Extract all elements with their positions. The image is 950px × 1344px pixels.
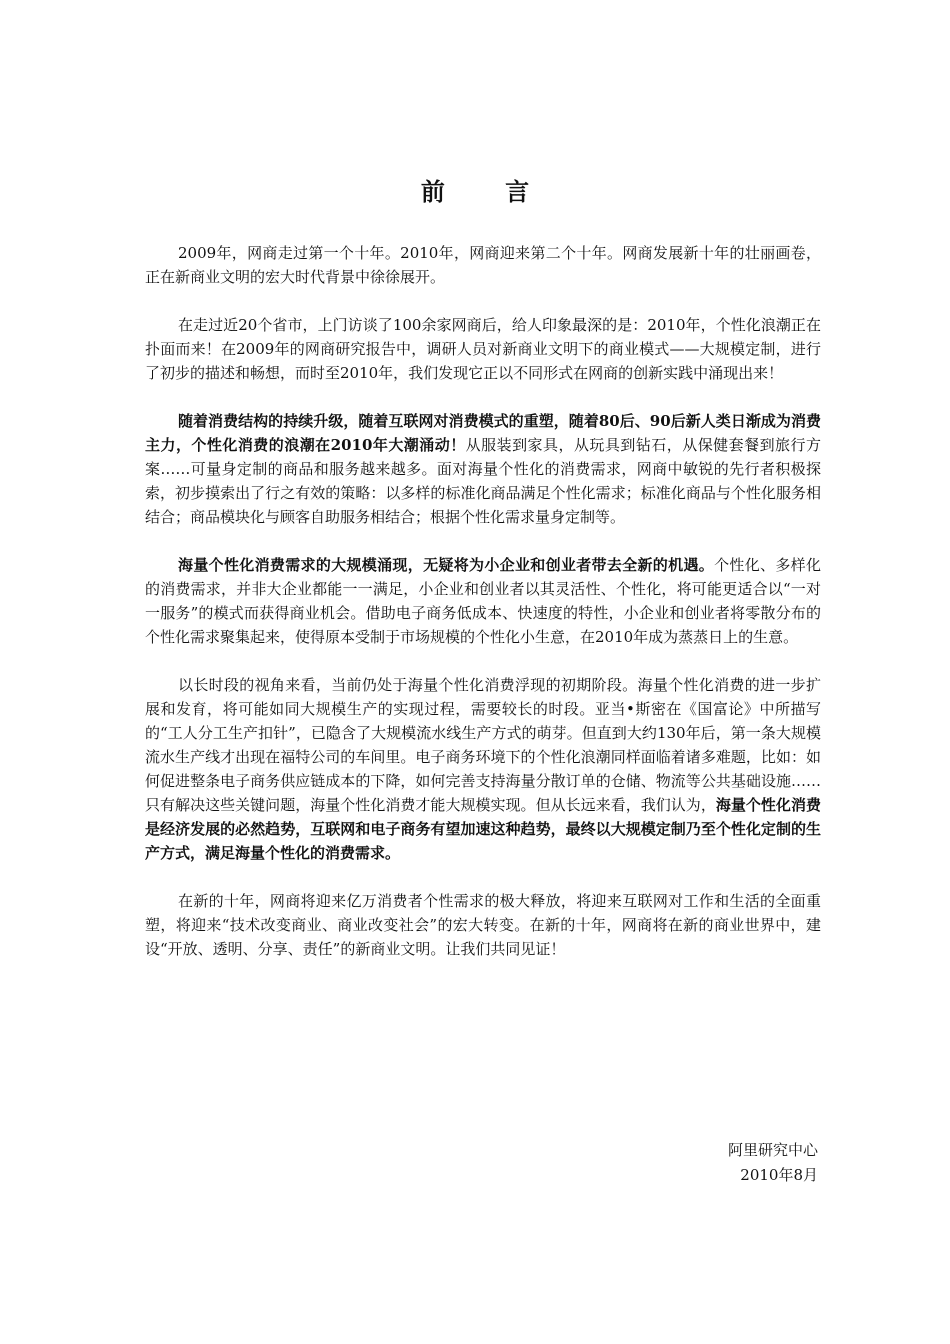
- paragraph-bold-text: 随着消费结构的持续升级，随着互联网对消费模式的重塑，随着80后、90后新人类日渐成为消费主力，个性化消费的浪潮在2010年大潮涌动！: [145, 412, 821, 454]
- paragraph-text: 个性化、多样化的消费需求，并非大企业都能一一满足，小企业和创业者以其灵活性、个性化，将可能更适合以“一对一服务”的模式而获得商业机会。借助电子商务低成本、快速度的特性，小企业和创业者将零散分布的个性化需求聚集起来，使得原本受制于市场规模的个性化小生意，在2010年成为蒸蒸日上的生意。: [145, 556, 821, 646]
- paragraph-text: 以长时段的视角来看，当前仍处于海量个性化消费浮现的初期阶段。海量个性化消费的进一步扩展和发育，将可能如同大规模生产的实现过程，需要较长的时段。亚当•斯密在《国富论》中所描写的“工人分工生产扣针”，已隐含了大规模流水线生产方式的萌芽。但直到大约130年后，第一条大规模流水生产线才出现在福特公司的车间里。电子商务环境下的个性化浪潮同样面临着诸多难题，比如：如何促进整条电子商务供应链成本的下降，如何完善支持海量分散订单的仓储、物流等公共基础设施……只有解决这些关键问题，海量个性化消费才能大规模实现。但从长远来看，我们认为，: [145, 676, 821, 814]
- paragraph-2: [145, 313, 821, 385]
- signature-block: [728, 1138, 818, 1188]
- paragraph-1: [145, 241, 821, 289]
- paragraph-text: 2009年，网商走过第一个十年。2010年，网商迎来第二个十年。网商发展新十年的壮丽画卷，正在新商业文明的宏大时代背景中徐徐展开。: [145, 244, 821, 286]
- paragraph-text: 从服装到家具，从玩具到钻石，从保健套餐到旅行方案……可量身定制的商品和服务越来越多。面对海量个性化的消费需求，网商中敏锐的先行者积极探索，初步摸索出了行之有效的策略：以多样的标准化商品满足个性化需求；标准化商品与个性化服务相结合；商品模块化与顾客自助服务相结合；根据个性化需求量身定制等。: [145, 436, 821, 526]
- page-title: 前 言: [420, 177, 556, 206]
- paragraph-4: [145, 553, 821, 649]
- signature-org: 阿里研究中心: [727, 1141, 818, 1159]
- paragraph-text: 在新的十年，网商将迎来亿万消费者个性需求的极大释放，将迎来互联网对工作和生活的全面重塑，将迎来“技术改变商业、商业改变社会”的宏大转变。在新的十年，网商将在新的商业世界中，建设“开放、透明、分享、责任”的新商业文明。让我们共同见证！: [145, 892, 821, 958]
- paragraph-5: [145, 673, 821, 865]
- signature-date: 2010年8月: [740, 1166, 818, 1184]
- paragraph-text: 在走过近20个省市，上门访谈了100余家网商后，给人印象最深的是：2010年，个性化浪潮正在扑面而来！在2009年的网商研究报告中，调研人员对新商业文明下的商业模式——大规模定制，进行了初步的描述和畅想，而时至2010年，我们发现它正以不同形式在网商的创新实践中涌现出来！: [145, 316, 821, 382]
- paragraph-bold-text: 海量个性化消费是经济发展的必然趋势，互联网和电子商务有望加速这种趋势，最终以大规模定制乃至个性化定制的生产方式，满足海量个性化的消费需求。: [145, 796, 821, 862]
- paragraph-3: [145, 409, 821, 529]
- preface-body: [145, 241, 821, 985]
- paragraph-6: [145, 889, 821, 961]
- paragraph-bold-text: 海量个性化消费需求的大规模涌现，无疑将为小企业和创业者带去全新的机遇。: [178, 556, 715, 574]
